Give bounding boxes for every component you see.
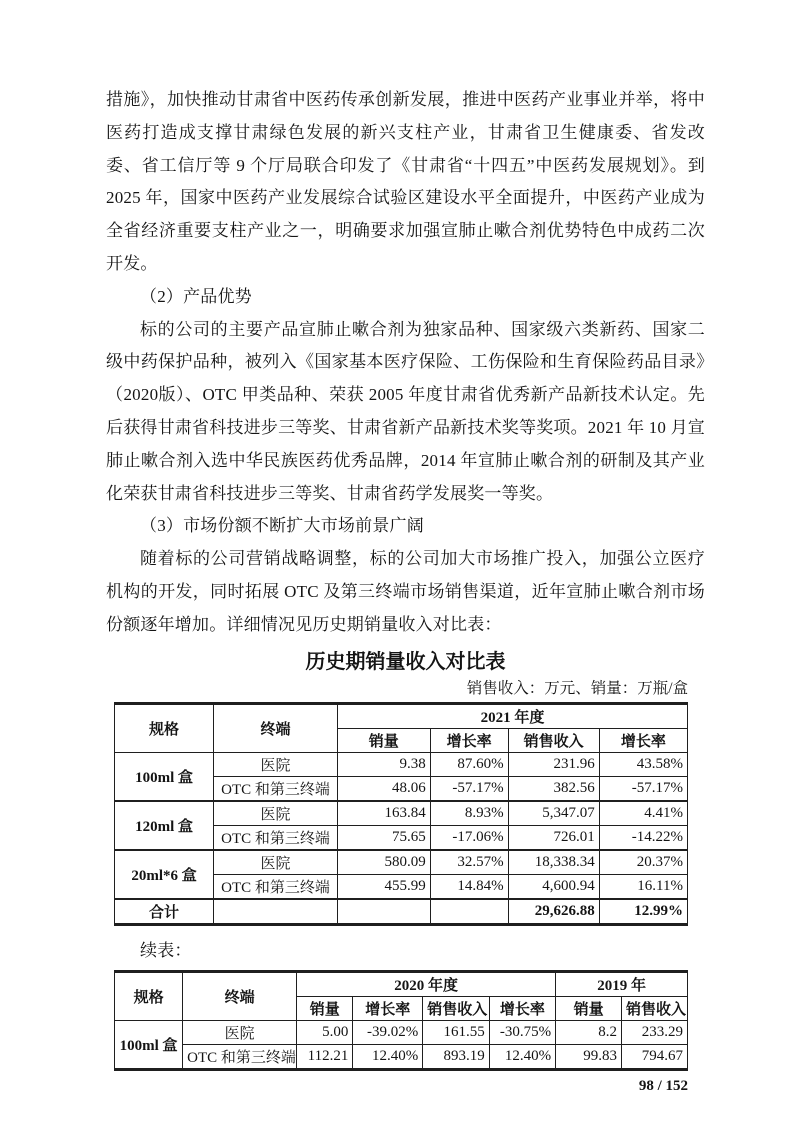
section-heading-market-share: （3）市场份额不断扩大市场前景广阔 (140, 516, 424, 536)
col-header-volume-2019: 销量 (556, 996, 622, 1020)
table-total-row (115, 899, 688, 925)
col-header-revenue-2019: 销售收入 (622, 996, 688, 1020)
total-label-cell: 合计 (115, 899, 214, 925)
table-row (115, 850, 688, 875)
table-row (115, 801, 688, 826)
table-row (115, 1020, 688, 1044)
body-paragraph: 随着标的公司营销战略调整，标的公司加大市场推广投入，加强公立医疗机构的开发，同时拓展 OTC 及第三终端市场销售渠道，近年宣肺止嗽合剂市场份额逐年增加。详细情况见历史期销量收入对比表： (106, 549, 705, 634)
revenue-growth-cell: 16.11% (599, 874, 687, 899)
terminal-cell: OTC 和第三终端 (214, 874, 338, 899)
terminal-cell: OTC 和第三终端 (183, 1044, 297, 1069)
volume-cell: 455.99 (337, 874, 430, 899)
terminal-cell: 医院 (214, 850, 338, 875)
revenue-cell: 5,347.07 (508, 801, 599, 826)
col-header-volume-growth: 增长率 (353, 996, 423, 1020)
empty-cell (430, 899, 508, 925)
revenue-cell: 4,600.94 (508, 874, 599, 899)
total-revenue-cell: 29,626.88 (508, 899, 599, 925)
terminal-cell: 医院 (183, 1020, 297, 1044)
empty-cell (337, 899, 430, 925)
terminal-cell: 医院 (214, 801, 338, 826)
body-paragraph: 标的公司的主要产品宣肺止嗽合剂为独家品种、国家级六类新药、国家二级中药保护品种，被列入《国家基本医疗保险、工伤保险和生育保险药品目录》（2020版）、OTC 甲类品种、荣获 2005 年度甘肃省优秀新产品新技术认定。先后获得甘肃省科技进步三等奖、甘肃省新产品新技术奖等奖项。2021 年 10 月宣肺止嗽合剂入选中华民族医药优秀品牌，2014 年宣肺止嗽合剂的研制及其产业化荣获甘肃省科技进步三等奖、甘肃省药学发展奖一等奖。 (106, 319, 705, 503)
volume-growth-cell: 12.40% (353, 1044, 423, 1069)
col-header-year-2020: 2020 年度 (297, 971, 556, 996)
terminal-cell: 医院 (214, 752, 338, 776)
volume-growth-cell: -39.02% (353, 1020, 423, 1044)
col-header-revenue-growth: 增长率 (599, 728, 687, 752)
revenue-growth-cell: 20.37% (599, 850, 687, 875)
revenue-cell: 161.55 (423, 1020, 489, 1044)
col-header-spec: 规格 (115, 703, 214, 752)
volume-cell: 75.65 (337, 825, 430, 850)
spec-cell: 100ml 盒 (115, 752, 214, 801)
revenue-growth-cell: -30.75% (489, 1020, 555, 1044)
revenue-cell: 231.96 (508, 752, 599, 776)
volume-cell: 163.84 (337, 801, 430, 826)
volume-growth-cell: -57.17% (430, 776, 508, 801)
empty-cell (214, 899, 338, 925)
col-header-volume: 销量 (297, 996, 353, 1020)
col-header-year-2019: 2019 年 (556, 971, 688, 996)
col-header-spec: 规格 (115, 971, 183, 1020)
volume-cell: 9.38 (337, 752, 430, 776)
col-header-revenue-growth: 增长率 (489, 996, 555, 1020)
volume-growth-cell: 87.60% (430, 752, 508, 776)
volume-growth-cell: 8.93% (430, 801, 508, 826)
volume-2019-cell: 99.83 (556, 1044, 622, 1069)
spec-cell: 100ml 盒 (115, 1020, 183, 1069)
revenue-growth-cell: 43.58% (599, 752, 687, 776)
volume-cell: 580.09 (337, 850, 430, 875)
revenue-cell: 382.56 (508, 776, 599, 801)
volume-cell: 5.00 (297, 1020, 353, 1044)
table-row (115, 752, 688, 776)
col-header-volume: 销量 (337, 728, 430, 752)
page-number: 98 / 152 (638, 1077, 688, 1094)
header-row (115, 703, 688, 728)
section-heading-product-advantage: （2）产品优势 (140, 286, 252, 306)
col-header-revenue: 销售收入 (423, 996, 489, 1020)
header-row (115, 971, 688, 996)
col-header-terminal: 终端 (214, 703, 338, 752)
volume-cell: 112.21 (297, 1044, 353, 1069)
volume-growth-cell: -17.06% (430, 825, 508, 850)
table-title: 历史期销量收入对比表 (305, 650, 506, 673)
spec-cell: 120ml 盒 (115, 801, 214, 850)
revenue-growth-cell: -57.17% (599, 776, 687, 801)
continuation-label: 续表： (140, 940, 192, 960)
terminal-cell: OTC 和第三终端 (214, 776, 338, 801)
col-header-terminal: 终端 (183, 971, 297, 1020)
spec-cell: 20ml*6 盒 (115, 850, 214, 899)
revenue-cell: 18,338.34 (508, 850, 599, 875)
revenue-growth-cell: 4.41% (599, 801, 687, 826)
col-header-volume-growth: 增长率 (430, 728, 508, 752)
revenue-2019-cell: 794.67 (622, 1044, 688, 1069)
volume-2019-cell: 8.2 (556, 1020, 622, 1044)
col-header-year-2021: 2021 年度 (337, 703, 687, 728)
col-header-revenue: 销售收入 (508, 728, 599, 752)
revenue-growth-cell: 12.40% (489, 1044, 555, 1069)
revenue-cell: 726.01 (508, 825, 599, 850)
total-revenue-growth-cell: 12.99% (599, 899, 687, 925)
sales-revenue-table-2020-2019 (114, 970, 688, 1071)
revenue-2019-cell: 233.29 (622, 1020, 688, 1044)
volume-growth-cell: 32.57% (430, 850, 508, 875)
sales-revenue-table-2021 (114, 702, 688, 926)
volume-cell: 48.06 (337, 776, 430, 801)
unit-note: 销售收入：万元、销量：万瓶/盒 (466, 679, 688, 697)
terminal-cell: OTC 和第三终端 (214, 825, 338, 850)
volume-growth-cell: 14.84% (430, 874, 508, 899)
revenue-cell: 893.19 (423, 1044, 489, 1069)
body-paragraph: 措施》，加快推动甘肃省中医药传承创新发展，推进中医药产业事业并举，将中医药打造成支撑甘肃绿色发展的新兴支柱产业，甘肃省卫生健康委、省发改委、省工信厅等 9 个厅局联合印发了《甘肃省“十四五”中医药发展规划》。到 2025 年，国家中医药产业发展综合试验区建设水平全面提升，中医药产业成为全省经济重要支柱产业之一，明确要求加强宣肺止嗽合剂优势特色中成药二次开发。 (106, 90, 705, 273)
revenue-growth-cell: -14.22% (599, 825, 687, 850)
table-row (115, 1044, 688, 1069)
